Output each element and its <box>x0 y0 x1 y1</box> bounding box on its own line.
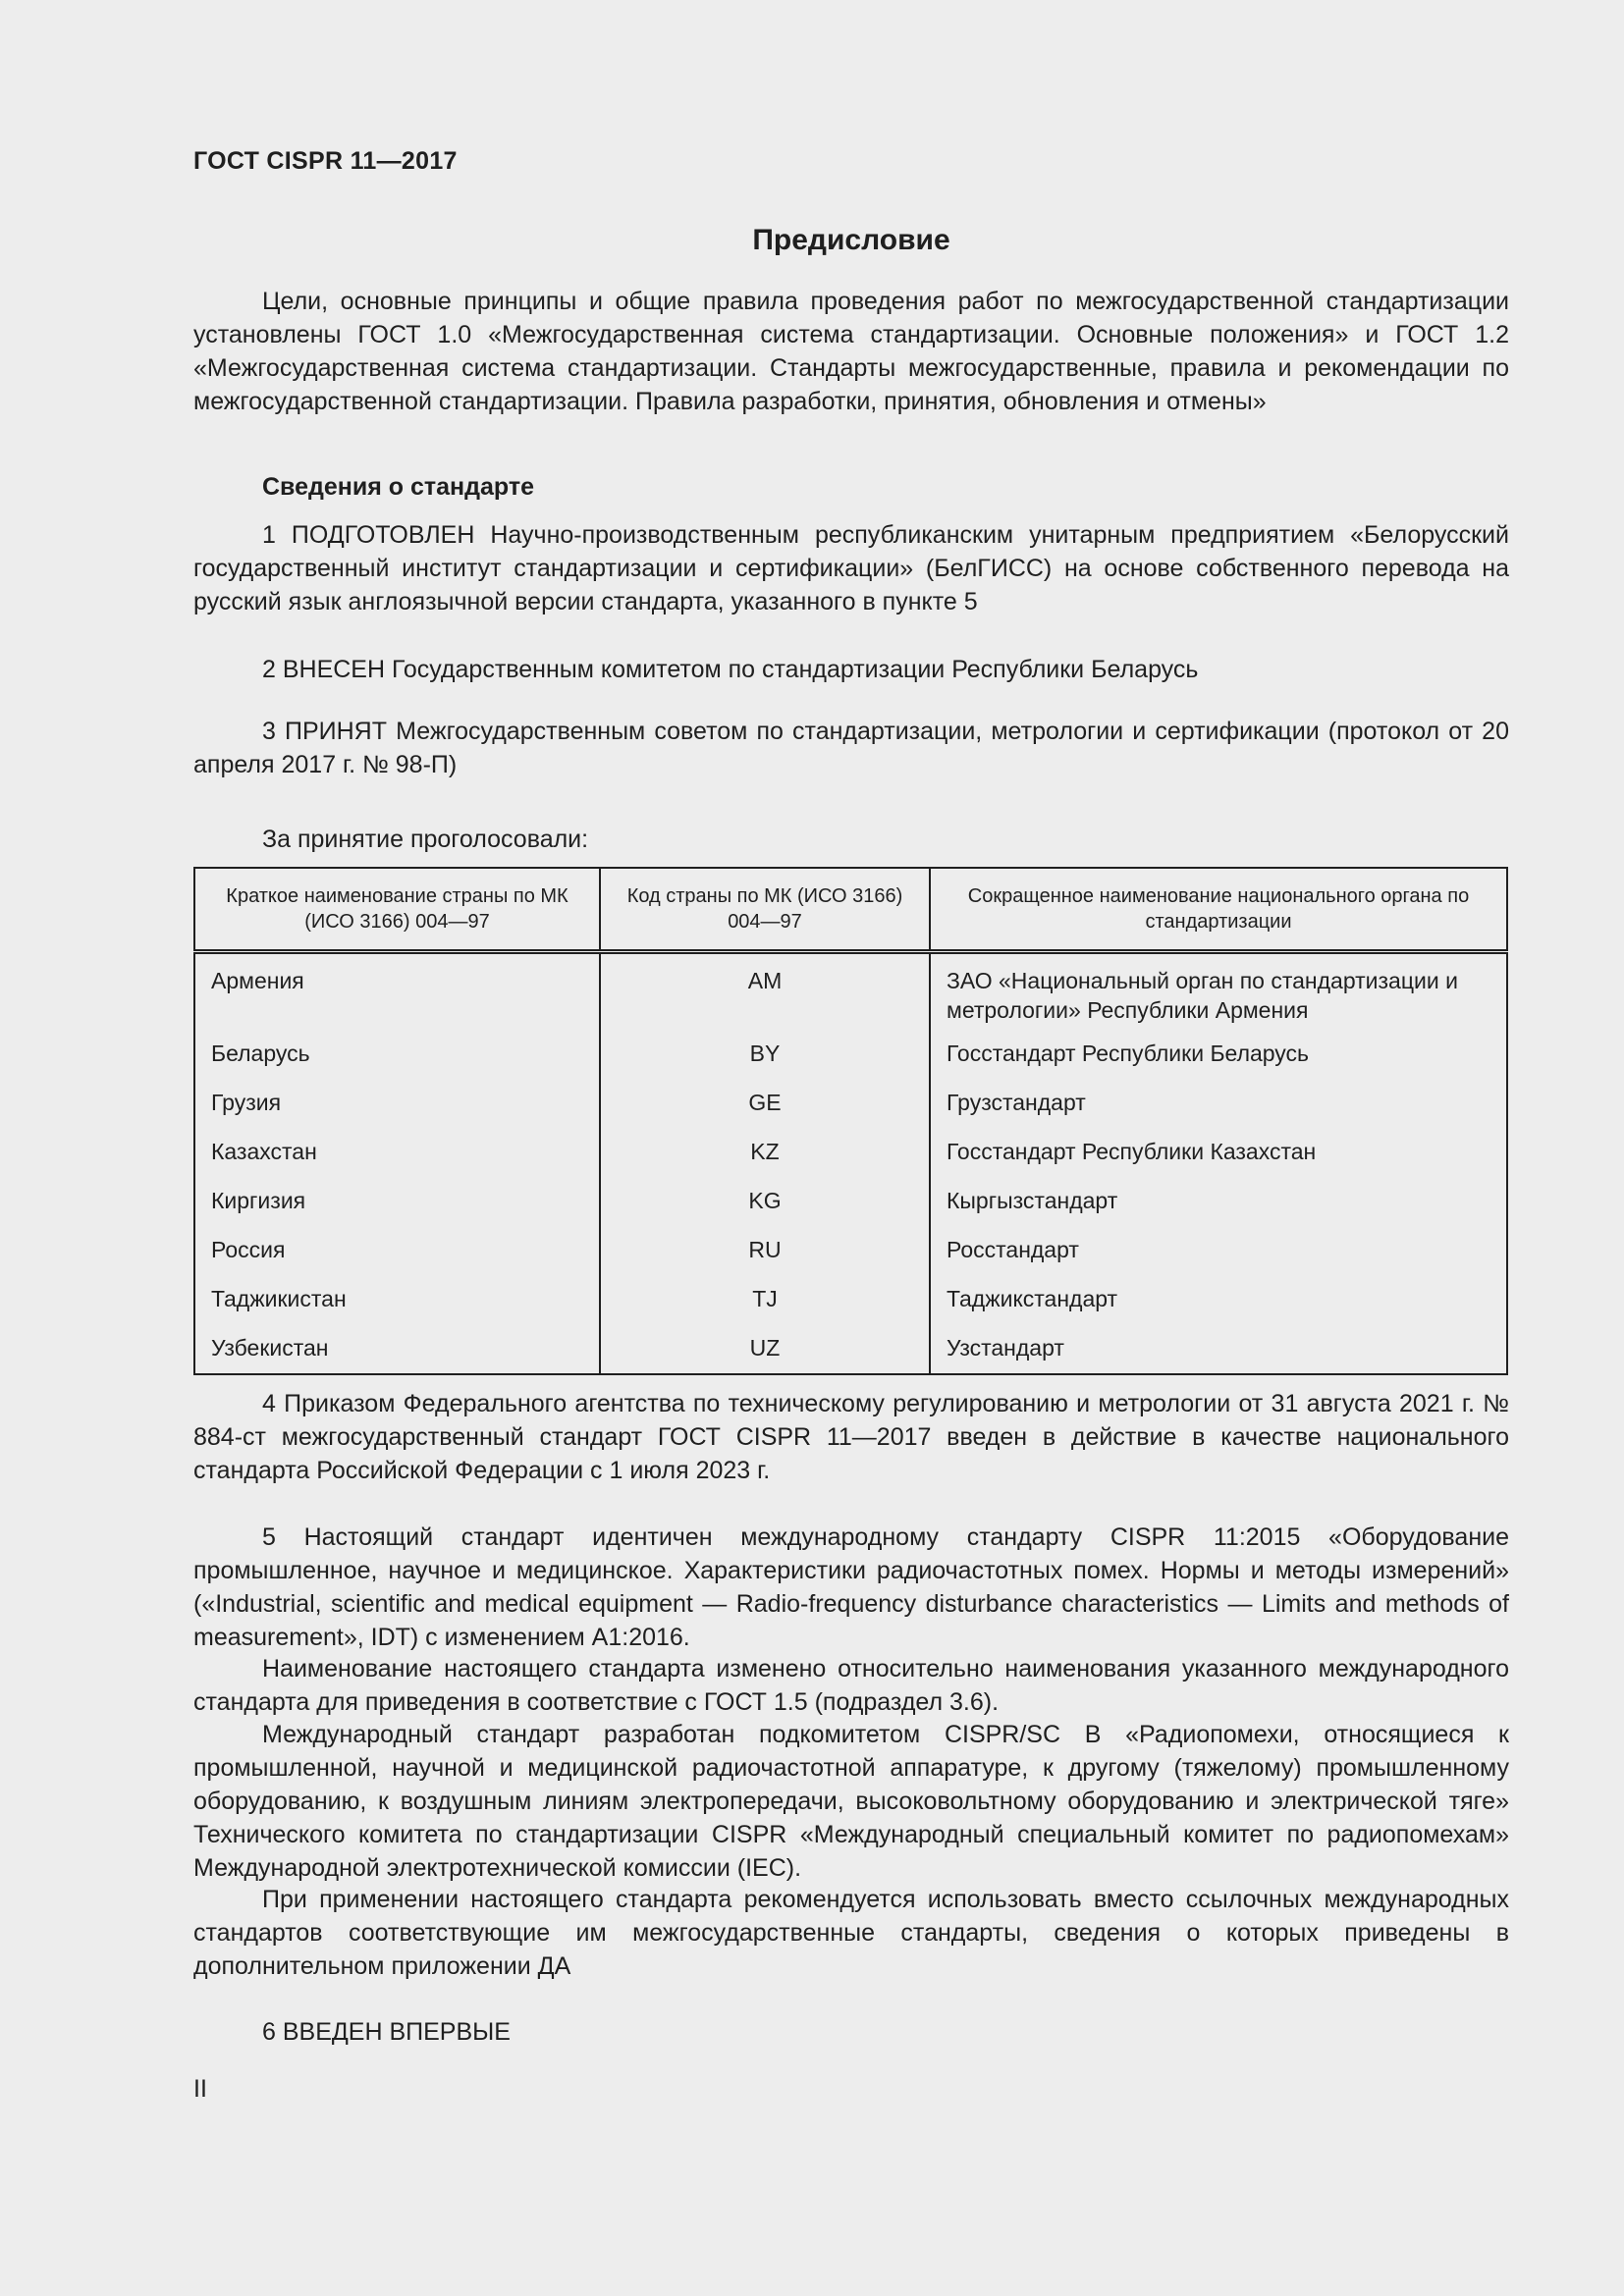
country-name: Армения <box>211 968 304 993</box>
country-name: Узбекистан <box>211 1334 329 1361</box>
country-name: Киргизия <box>211 1187 306 1213</box>
standard-info-heading: Сведения о стандарте <box>262 473 535 501</box>
item-prepared: 1 ПОДГОТОВЛЕН Научно-производственным республиканским унитарным предприятием «Белорусский государственный институт стандартизации и сертификации» (БелГИСС) на основе собственного перевода на русский язык англоязычной версии стандарта, указанного в пункте 5 <box>193 521 1509 615</box>
table-row <box>194 1276 1507 1325</box>
country-name: Россия <box>211 1236 286 1262</box>
item-adopted: 3 ПРИНЯТ Межгосударственным советом по стандартизации, метрологии и сертификации (протокол от 20 апреля 2017 г. № 98-П) <box>193 718 1509 778</box>
national-body: Кыргызстандарт <box>930 1178 1507 1227</box>
national-body: Таджикстандарт <box>930 1276 1507 1325</box>
table-row <box>194 1227 1507 1276</box>
country-name: Таджикистан <box>211 1285 347 1311</box>
country-code: KG <box>600 1178 930 1227</box>
item-developed-by: Международный стандарт разработан подкомитетом CISPR/SC B «Радиопомехи, относящиеся к промышленной, научной и медицинской радиочастотной аппаратуре, к другому (тяжелому) промышленному оборудованию, к воздушным линиям электропередачи, высоковольтному оборудованию и электрической тяге» Технического комитета по стандартизации CISPR «Международный специальный комитет по радиопомехам» Международной электротехнической комиссии (IEC). <box>193 1721 1509 1882</box>
voting-countries-table <box>193 867 1508 1375</box>
header-country-name: Краткое наименование страны по МК (ИСО 3166) 004—97 <box>194 868 600 952</box>
national-body: ЗАО «Национальный орган по стандартизации и метрологии» Республики Армения <box>930 952 1507 1031</box>
page-number: II <box>193 2075 207 2103</box>
table-row <box>194 1325 1507 1374</box>
national-body: Госстандарт Республики Беларусь <box>930 1031 1507 1080</box>
header-national-body: Сокращенное наименование национального органа по стандартизации <box>930 868 1507 952</box>
item-order: 4 Приказом Федерального агентства по техническому регулированию и метрологии от 31 августа 2021 г. № 884-ст межгосударственный стандарт ГОСТ CISPR 11—2017 введен в действие в качестве национального стандарта Российской Федерации с 1 июля 2023 г. <box>193 1390 1509 1484</box>
country-code: TJ <box>600 1276 930 1325</box>
national-body: Узстандарт <box>930 1325 1507 1374</box>
header-country-code: Код страны по МК (ИСО 3166) 004—97 <box>600 868 930 952</box>
country-code: BY <box>600 1031 930 1080</box>
item-introduced: 2 ВНЕСЕН Государственным комитетом по стандартизации Республики Беларусь <box>262 656 1199 683</box>
item-references: При применении настоящего стандарта рекомендуется использовать вместо ссылочных международных стандартов соответствующие им межгосударственные стандарты, сведения о которых приведены в дополнительном приложении ДА <box>193 1886 1509 1980</box>
country-code: AM <box>600 952 930 1031</box>
item-identical: 5 Настоящий стандарт идентичен международному стандарту CISPR 11:2015 «Оборудование промышленное, научное и медицинское. Характеристики радиочастотных помех. Нормы и методы измерений» («Industrial, scientific and medical equipment — Radio-frequency disturbance characteristics — Limits and methods of measurement», IDT) с изменением A1:2016. <box>193 1523 1509 1651</box>
voted-label: За принятие проголосовали: <box>262 826 589 853</box>
country-name: Казахстан <box>211 1138 317 1164</box>
country-code: UZ <box>600 1325 930 1374</box>
country-name: Грузия <box>211 1089 282 1115</box>
item-first-time: 6 ВВЕДЕН ВПЕРВЫЕ <box>262 2018 511 2046</box>
national-body: Грузстандарт <box>930 1080 1507 1129</box>
national-body: Росстандарт <box>930 1227 1507 1276</box>
intro-paragraph: Цели, основные принципы и общие правила проведения работ по межгосударственной стандартизации установлены ГОСТ 1.0 «Межгосударственная система стандартизации. Основные положения» и ГОСТ 1.2 «Межгосударственная система стандартизации. Стандарты межгосударственные, правила и рекомендации по межгосударственной стандартизации. Правила разработки, принятия, обновления и отмены» <box>193 288 1509 415</box>
national-body: Госстандарт Республики Казахстан <box>930 1129 1507 1178</box>
table-row <box>194 1178 1507 1227</box>
page-title: Предисловие <box>752 224 950 256</box>
country-code: KZ <box>600 1129 930 1178</box>
item-name-changed: Наименование настоящего стандарта изменено относительно наименования указанного международного стандарта для приведения в соответствие с ГОСТ 1.5 (подраздел 3.6). <box>193 1655 1509 1716</box>
table-header-row <box>194 868 1507 952</box>
table-row <box>194 1080 1507 1129</box>
table-row <box>194 952 1507 1031</box>
table-row <box>194 1031 1507 1080</box>
country-name: Беларусь <box>211 1040 310 1066</box>
running-header: ГОСТ CISPR 11—2017 <box>193 147 458 175</box>
table-row <box>194 1129 1507 1178</box>
country-code: GE <box>600 1080 930 1129</box>
country-code: RU <box>600 1227 930 1276</box>
